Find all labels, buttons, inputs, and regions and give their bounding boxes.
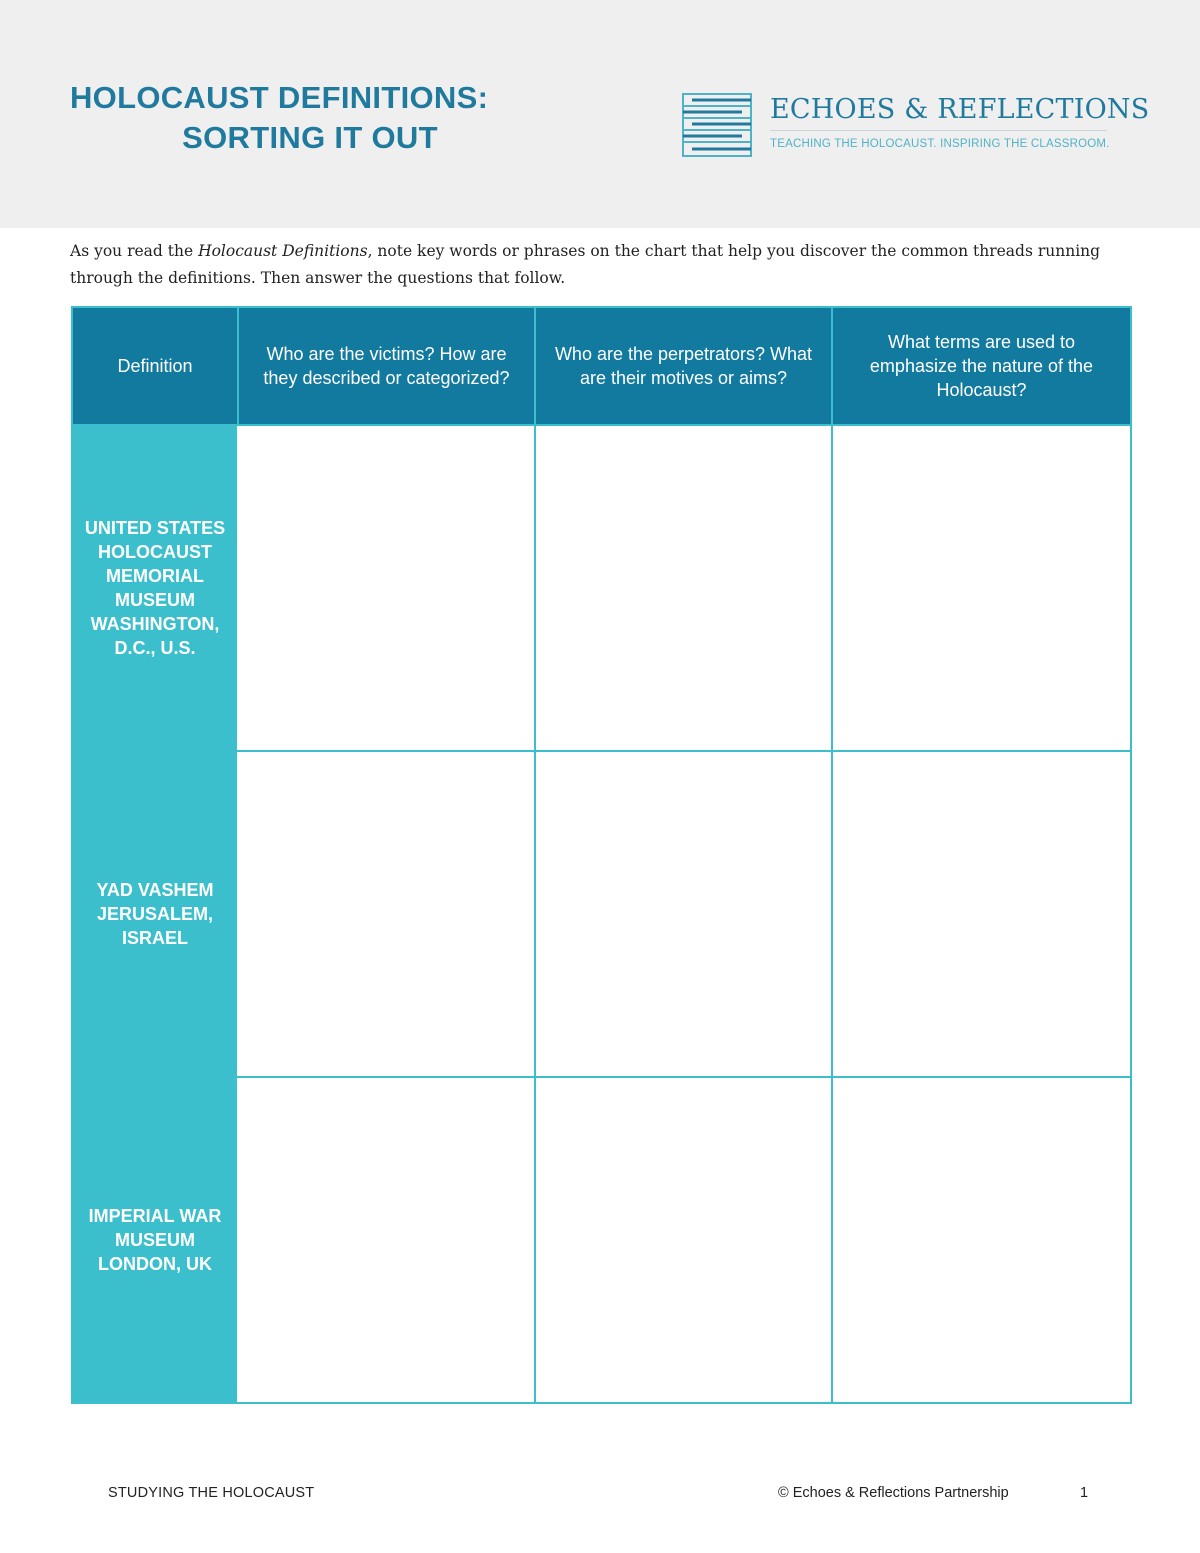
stacked-pages-icon bbox=[680, 92, 754, 158]
instructions-end: , note key words or phrases on the chart that help you discover the common threads running through the definitions. Then answer the questions that follow. bbox=[70, 242, 1101, 287]
logo-tagline: TEACHING THE HOLOCAUST. INSPIRING THE CLASSROOM. bbox=[770, 138, 1110, 150]
answer-cell-terms[interactable] bbox=[832, 751, 1131, 1077]
column-header-perpetrators: Who are the perpetrators? What are their motives or aims? bbox=[535, 307, 832, 425]
instructions-start: As you read the bbox=[70, 242, 199, 260]
answer-cell-terms[interactable] bbox=[832, 425, 1131, 751]
page-title bbox=[70, 78, 550, 158]
table-row bbox=[72, 751, 1131, 1077]
answer-cell-victims[interactable] bbox=[238, 425, 535, 751]
row-header-yad-vashem: YAD VASHEM JERUSALEM, ISRAEL bbox=[72, 751, 238, 1077]
echoes-reflections-logo bbox=[680, 90, 1150, 160]
title-line-1: HOLOCAUST DEFINITIONS: bbox=[70, 80, 489, 115]
answer-cell-perpetrators[interactable] bbox=[535, 1077, 832, 1403]
page-number: 1 bbox=[1080, 1485, 1089, 1501]
table-row bbox=[72, 1077, 1131, 1403]
instructions-emphasis: Holocaust Definitions bbox=[198, 242, 368, 260]
logo-divider bbox=[770, 130, 1107, 131]
header-band bbox=[0, 0, 1200, 228]
row-header-ushmm: UNITED STATES HOLOCAUST MEMORIAL MUSEUM WASHINGTON, D.C., U.S. bbox=[72, 425, 238, 751]
answer-cell-terms[interactable] bbox=[832, 1077, 1131, 1403]
answer-cell-victims[interactable] bbox=[238, 751, 535, 1077]
answer-cell-victims[interactable] bbox=[238, 1077, 535, 1403]
footer-copyright: © Echoes & Reflections Partnership bbox=[778, 1485, 1009, 1501]
footer-series-title: STUDYING THE HOLOCAUST bbox=[108, 1485, 315, 1501]
title-line-2: SORTING IT OUT bbox=[182, 120, 438, 155]
column-header-definition: Definition bbox=[72, 307, 238, 425]
definitions-chart bbox=[71, 306, 1132, 1404]
row-header-imperial-war-museum: IMPERIAL WAR MUSEUM LONDON, UK bbox=[72, 1077, 238, 1403]
instructions bbox=[70, 238, 1130, 292]
table-row bbox=[72, 425, 1131, 751]
answer-cell-perpetrators[interactable] bbox=[535, 751, 832, 1077]
chart-header-row bbox=[72, 307, 1131, 425]
column-header-terms: What terms are used to emphasize the nature of the Holocaust? bbox=[832, 307, 1131, 425]
answer-cell-perpetrators[interactable] bbox=[535, 425, 832, 751]
column-header-victims: Who are the victims? How are they described or categorized? bbox=[238, 307, 535, 425]
logo-name: ECHOES & REFLECTIONS bbox=[770, 94, 1150, 125]
